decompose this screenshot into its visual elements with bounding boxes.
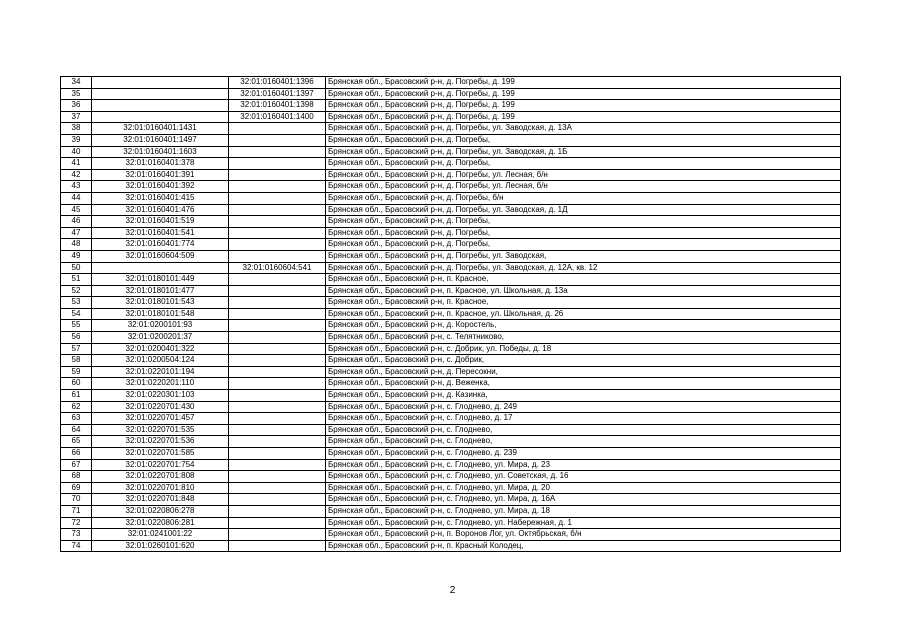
- table-row: [61, 262, 841, 274]
- cadastral-number-building-cell: [229, 390, 326, 402]
- cadastral-number-building-cell: [229, 436, 326, 448]
- cadastral-number-land-cell: 32:01:0160401:519: [92, 216, 229, 228]
- cadastral-number-building-cell: [229, 158, 326, 170]
- cadastral-number-building-cell: [229, 250, 326, 262]
- address-cell: Брянская обл., Брасовский р-н, д. Погребы, д. 199: [326, 111, 841, 123]
- row-number-cell: 54: [61, 308, 92, 320]
- table-row: [61, 216, 841, 228]
- row-number-cell: 34: [61, 77, 92, 89]
- row-number-cell: 46: [61, 216, 92, 228]
- cadastral-number-building-cell: [229, 123, 326, 135]
- cadastral-number-building-cell: [229, 343, 326, 355]
- address-cell: Брянская обл., Брасовский р-н, д. Погребы,: [326, 239, 841, 251]
- cadastral-number-building-cell: [229, 378, 326, 390]
- cadastral-number-building-cell: [229, 540, 326, 552]
- row-number-cell: 36: [61, 100, 92, 112]
- cadastral-number-land-cell: 32:01:0160401:391: [92, 169, 229, 181]
- cadastral-number-land-cell: 32:01:0220701:585: [92, 448, 229, 460]
- cadastral-number-land-cell: 32:01:0220701:848: [92, 494, 229, 506]
- cadastral-number-land-cell: 32:01:0220701:754: [92, 459, 229, 471]
- cadastral-number-building-cell: 32:01:0160401:1396: [229, 77, 326, 89]
- row-number-cell: 56: [61, 332, 92, 344]
- table-row: [61, 181, 841, 193]
- cadastral-number-building-cell: [229, 482, 326, 494]
- cadastral-number-land-cell: 32:01:0160604:509: [92, 250, 229, 262]
- row-number-cell: 70: [61, 494, 92, 506]
- row-number-cell: 35: [61, 88, 92, 100]
- cadastral-number-building-cell: 32:01:0160401:1398: [229, 100, 326, 112]
- cadastral-number-building-cell: 32:01:0160401:1397: [229, 88, 326, 100]
- address-cell: Брянская обл., Брасовский р-н, д. Коростель,: [326, 320, 841, 332]
- table-row: [61, 320, 841, 332]
- cadastral-number-building-cell: 32:01:0160604:541: [229, 262, 326, 274]
- row-number-cell: 45: [61, 204, 92, 216]
- row-number-cell: 39: [61, 134, 92, 146]
- cadastral-number-building-cell: [229, 274, 326, 286]
- address-cell: Брянская обл., Брасовский р-н, п. Красное,: [326, 274, 841, 286]
- table-row: [61, 482, 841, 494]
- address-cell: Брянская обл., Брасовский р-н, д. Погребы,: [326, 227, 841, 239]
- table-row: [61, 100, 841, 112]
- cadastral-number-building-cell: [229, 285, 326, 297]
- table-row: [61, 448, 841, 460]
- address-cell: Брянская обл., Брасовский р-н, д. Погребы, д. 199: [326, 88, 841, 100]
- table-row: [61, 540, 841, 552]
- table-row: [61, 250, 841, 262]
- cadastral-number-land-cell: 32:01:0200101:93: [92, 320, 229, 332]
- cadastral-number-land-cell: [92, 262, 229, 274]
- cadastral-number-land-cell: 32:01:0160401:541: [92, 227, 229, 239]
- address-cell: Брянская обл., Брасовский р-н, с. Глоднево, ул. Мира, д. 18: [326, 505, 841, 517]
- address-cell: Брянская обл., Брасовский р-н, п. Красное, ул. Школьная, д. 13а: [326, 285, 841, 297]
- row-number-cell: 60: [61, 378, 92, 390]
- table-row: [61, 169, 841, 181]
- cadastral-number-land-cell: 32:01:0220701:536: [92, 436, 229, 448]
- cadastral-number-land-cell: [92, 88, 229, 100]
- address-cell: Брянская обл., Брасовский р-н, д. Погребы, б/н: [326, 192, 841, 204]
- row-number-cell: 55: [61, 320, 92, 332]
- table-row: [61, 378, 841, 390]
- row-number-cell: 65: [61, 436, 92, 448]
- cadastral-number-building-cell: [229, 517, 326, 529]
- address-cell: Брянская обл., Брасовский р-н, п. Красный Колодец,: [326, 540, 841, 552]
- row-number-cell: 48: [61, 239, 92, 251]
- row-number-cell: 43: [61, 181, 92, 193]
- table-row: [61, 123, 841, 135]
- table-row: [61, 343, 841, 355]
- page-number: 2: [449, 585, 456, 596]
- table-row: [61, 134, 841, 146]
- cadastral-table: [60, 76, 841, 552]
- table-row: [61, 297, 841, 309]
- cadastral-number-building-cell: [229, 227, 326, 239]
- address-cell: Брянская обл., Брасовский р-н, с. Глоднево, ул. Мира, д. 23: [326, 459, 841, 471]
- cadastral-number-land-cell: 32:01:0160401:392: [92, 181, 229, 193]
- table-row: [61, 471, 841, 483]
- cadastral-number-building-cell: [229, 192, 326, 204]
- table-row: [61, 529, 841, 541]
- row-number-cell: 50: [61, 262, 92, 274]
- cadastral-number-building-cell: [229, 308, 326, 320]
- address-cell: Брянская обл., Брасовский р-н, д. Погребы,: [326, 134, 841, 146]
- cadastral-number-building-cell: [229, 332, 326, 344]
- row-number-cell: 64: [61, 424, 92, 436]
- cadastral-number-land-cell: 32:01:0220101:194: [92, 366, 229, 378]
- address-cell: Брянская обл., Брасовский р-н, с. Глоднево, ул. Набережная, д. 1: [326, 517, 841, 529]
- cadastral-number-building-cell: [229, 204, 326, 216]
- cadastral-number-building-cell: [229, 505, 326, 517]
- cadastral-number-building-cell: [229, 216, 326, 228]
- cadastral-number-building-cell: [229, 239, 326, 251]
- table-row: [61, 239, 841, 251]
- table-row: [61, 494, 841, 506]
- cadastral-number-building-cell: [229, 424, 326, 436]
- cadastral-number-building-cell: [229, 181, 326, 193]
- table-row: [61, 401, 841, 413]
- table-row: [61, 158, 841, 170]
- cadastral-number-building-cell: [229, 146, 326, 158]
- row-number-cell: 71: [61, 505, 92, 517]
- row-number-cell: 51: [61, 274, 92, 286]
- row-number-cell: 63: [61, 413, 92, 425]
- address-cell: Брянская обл., Брасовский р-н, д. Погребы, д. 199: [326, 77, 841, 89]
- cadastral-number-building-cell: [229, 448, 326, 460]
- row-number-cell: 42: [61, 169, 92, 181]
- cadastral-number-land-cell: 32:01:0260101:620: [92, 540, 229, 552]
- address-cell: Брянская обл., Брасовский р-н, д. Погребы, ул. Заводская, д. 1Д: [326, 204, 841, 216]
- table-row: [61, 146, 841, 158]
- cadastral-number-land-cell: 32:01:0180101:543: [92, 297, 229, 309]
- cadastral-number-building-cell: [229, 529, 326, 541]
- address-cell: Брянская обл., Брасовский р-н, д. Погребы, ул. Заводская, д. 13А: [326, 123, 841, 135]
- cadastral-number-land-cell: 32:01:0180101:477: [92, 285, 229, 297]
- cadastral-number-land-cell: 32:01:0180101:449: [92, 274, 229, 286]
- address-cell: Брянская обл., Брасовский р-н, п. Воронов Лог, ул. Октябрьская, б/н: [326, 529, 841, 541]
- address-cell: Брянская обл., Брасовский р-н, с. Глоднево, ул. Советская, д. 16: [326, 471, 841, 483]
- address-cell: Брянская обл., Брасовский р-н, с. Глоднево,: [326, 436, 841, 448]
- cadastral-number-land-cell: 32:01:0160401:1431: [92, 123, 229, 135]
- cadastral-number-building-cell: 32:01:0160401:1400: [229, 111, 326, 123]
- address-cell: Брянская обл., Брасовский р-н, д. Погребы, ул. Лесная, б/н: [326, 169, 841, 181]
- address-cell: Брянская обл., Брасовский р-н, д. Погребы, д. 199: [326, 100, 841, 112]
- row-number-cell: 49: [61, 250, 92, 262]
- cadastral-number-land-cell: 32:01:0220701:808: [92, 471, 229, 483]
- table-row: [61, 332, 841, 344]
- row-number-cell: 47: [61, 227, 92, 239]
- table-row: [61, 413, 841, 425]
- row-number-cell: 61: [61, 390, 92, 402]
- table-row: [61, 204, 841, 216]
- row-number-cell: 72: [61, 517, 92, 529]
- row-number-cell: 62: [61, 401, 92, 413]
- row-number-cell: 44: [61, 192, 92, 204]
- cadastral-number-land-cell: [92, 100, 229, 112]
- cadastral-number-land-cell: 32:01:0200504:124: [92, 355, 229, 367]
- address-cell: Брянская обл., Брасовский р-н, п. Красное, ул. Школьная, д. 26: [326, 308, 841, 320]
- row-number-cell: 73: [61, 529, 92, 541]
- address-cell: Брянская обл., Брасовский р-н, с. Глоднево, ул. Мира, д. 20: [326, 482, 841, 494]
- table-row: [61, 366, 841, 378]
- table-row: [61, 355, 841, 367]
- table-row: [61, 88, 841, 100]
- row-number-cell: 57: [61, 343, 92, 355]
- row-number-cell: 66: [61, 448, 92, 460]
- row-number-cell: 40: [61, 146, 92, 158]
- cadastral-number-building-cell: [229, 366, 326, 378]
- cadastral-number-building-cell: [229, 471, 326, 483]
- address-cell: Брянская обл., Брасовский р-н, с. Глоднево, д. 239: [326, 448, 841, 460]
- cadastral-number-building-cell: [229, 459, 326, 471]
- address-cell: Брянская обл., Брасовский р-н, д. Погребы, ул. Заводская, д. 1Б: [326, 146, 841, 158]
- table-row: [61, 424, 841, 436]
- table-row: [61, 192, 841, 204]
- cadastral-number-land-cell: 32:01:0220701:810: [92, 482, 229, 494]
- cadastral-number-land-cell: 32:01:0160401:415: [92, 192, 229, 204]
- cadastral-number-land-cell: 32:01:0160401:378: [92, 158, 229, 170]
- cadastral-number-land-cell: 32:01:0220806:281: [92, 517, 229, 529]
- cadastral-number-land-cell: 32:01:0220201:110: [92, 378, 229, 390]
- address-cell: Брянская обл., Брасовский р-н, д. Погребы,: [326, 158, 841, 170]
- cadastral-number-building-cell: [229, 134, 326, 146]
- address-cell: Брянская обл., Брасовский р-н, п. Красное,: [326, 297, 841, 309]
- address-cell: Брянская обл., Брасовский р-н, с. Добрик, ул. Победы, д. 18: [326, 343, 841, 355]
- table-row: [61, 308, 841, 320]
- table-row: [61, 390, 841, 402]
- row-number-cell: 41: [61, 158, 92, 170]
- cadastral-number-land-cell: [92, 77, 229, 89]
- table-row: [61, 274, 841, 286]
- address-cell: Брянская обл., Брасовский р-н, с. Глоднево,: [326, 424, 841, 436]
- table-row: [61, 285, 841, 297]
- address-cell: Брянская обл., Брасовский р-н, д. Пересокни,: [326, 366, 841, 378]
- row-number-cell: 52: [61, 285, 92, 297]
- row-number-cell: 59: [61, 366, 92, 378]
- row-number-cell: 38: [61, 123, 92, 135]
- cadastral-number-building-cell: [229, 169, 326, 181]
- row-number-cell: 68: [61, 471, 92, 483]
- table-row: [61, 77, 841, 89]
- cadastral-number-land-cell: 32:01:0220701:457: [92, 413, 229, 425]
- address-cell: Брянская обл., Брасовский р-н, д. Веженка,: [326, 378, 841, 390]
- cadastral-number-land-cell: 32:01:0220701:535: [92, 424, 229, 436]
- table-row: [61, 505, 841, 517]
- cadastral-number-building-cell: [229, 401, 326, 413]
- cadastral-number-building-cell: [229, 355, 326, 367]
- cadastral-number-building-cell: [229, 297, 326, 309]
- row-number-cell: 67: [61, 459, 92, 471]
- address-cell: Брянская обл., Брасовский р-н, д. Погребы,: [326, 216, 841, 228]
- cadastral-number-land-cell: 32:01:0220701:430: [92, 401, 229, 413]
- address-cell: Брянская обл., Брасовский р-н, д. Погребы, ул. Заводская,: [326, 250, 841, 262]
- row-number-cell: 37: [61, 111, 92, 123]
- cadastral-number-land-cell: 32:01:0220301:103: [92, 390, 229, 402]
- cadastral-number-land-cell: 32:01:0200401:322: [92, 343, 229, 355]
- address-cell: Брянская обл., Брасовский р-н, с. Глоднево, д. 249: [326, 401, 841, 413]
- cadastral-number-land-cell: [92, 111, 229, 123]
- cadastral-number-building-cell: [229, 413, 326, 425]
- address-cell: Брянская обл., Брасовский р-н, д. Казинка,: [326, 390, 841, 402]
- row-number-cell: 58: [61, 355, 92, 367]
- table-row: [61, 227, 841, 239]
- row-number-cell: 69: [61, 482, 92, 494]
- table-body: [61, 77, 841, 552]
- table-row: [61, 517, 841, 529]
- row-number-cell: 53: [61, 297, 92, 309]
- cadastral-number-land-cell: 32:01:0160401:774: [92, 239, 229, 251]
- table-row: [61, 436, 841, 448]
- cadastral-number-land-cell: 32:01:0160401:1603: [92, 146, 229, 158]
- cadastral-number-land-cell: 32:01:0200201:37: [92, 332, 229, 344]
- address-cell: Брянская обл., Брасовский р-н, с. Глоднево, ул. Мира, д. 16А: [326, 494, 841, 506]
- address-cell: Брянская обл., Брасовский р-н, с. Добрик,: [326, 355, 841, 367]
- address-cell: Брянская обл., Брасовский р-н, д. Погребы, ул. Лесная, б/н: [326, 181, 841, 193]
- address-cell: Брянская обл., Брасовский р-н, с. Глоднево, д. 17: [326, 413, 841, 425]
- address-cell: Брянская обл., Брасовский р-н, с. Телятниково,: [326, 332, 841, 344]
- cadastral-number-building-cell: [229, 494, 326, 506]
- cadastral-number-building-cell: [229, 320, 326, 332]
- address-cell: Брянская обл., Брасовский р-н, д. Погребы, ул. Заводская, д. 12А, кв. 12: [326, 262, 841, 274]
- row-number-cell: 74: [61, 540, 92, 552]
- cadastral-number-land-cell: 32:01:0160401:1497: [92, 134, 229, 146]
- table-row: [61, 111, 841, 123]
- cadastral-number-land-cell: 32:01:0180101:548: [92, 308, 229, 320]
- cadastral-number-land-cell: 32:01:0220806:278: [92, 505, 229, 517]
- cadastral-number-land-cell: 32:01:0160401:476: [92, 204, 229, 216]
- table-row: [61, 459, 841, 471]
- cadastral-number-land-cell: 32:01:0241001:22: [92, 529, 229, 541]
